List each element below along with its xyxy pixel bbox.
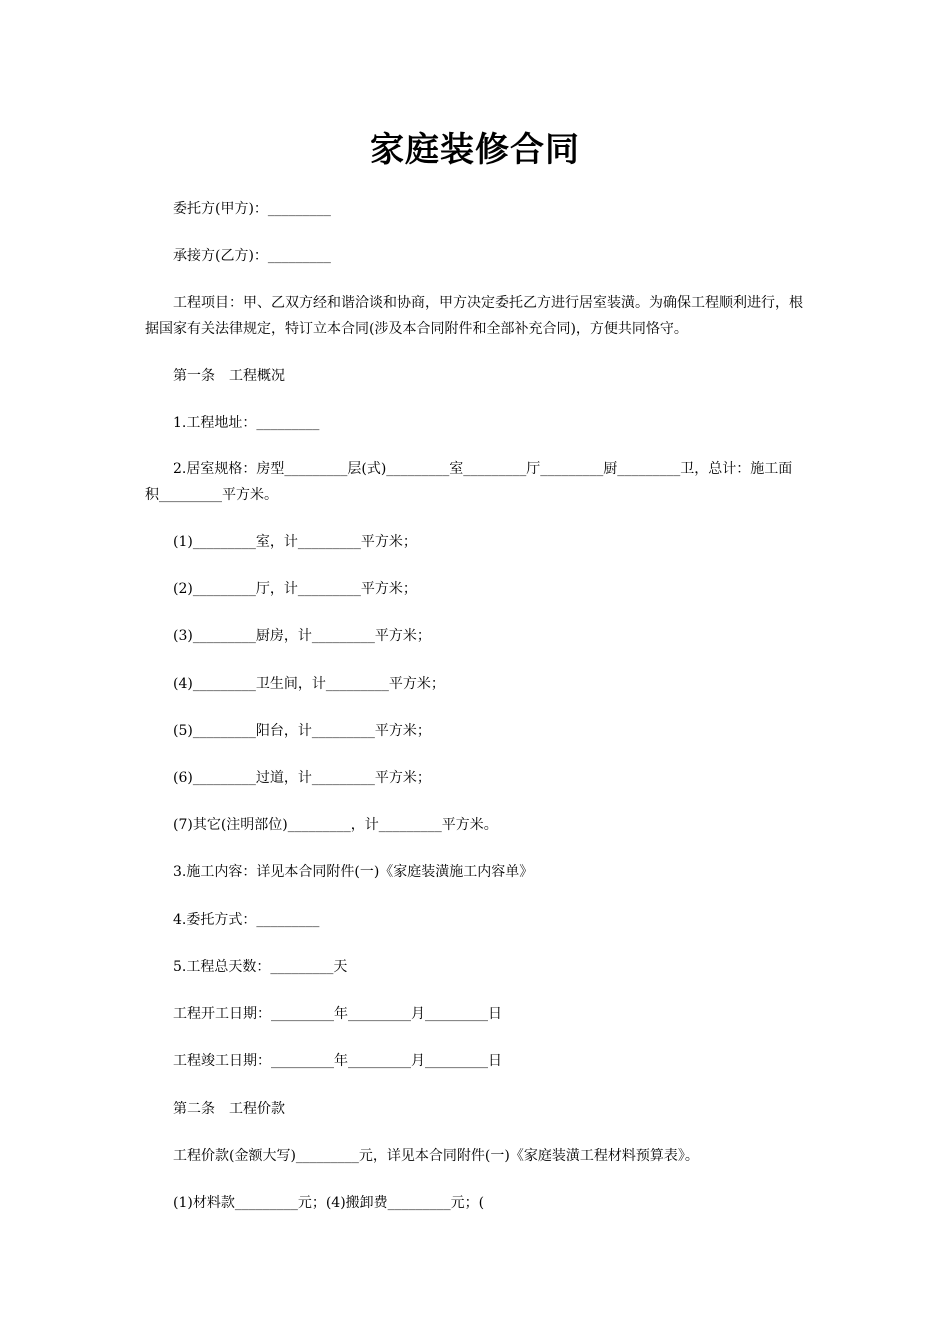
- end-date-line: 工程竣工日期：_________年_________月_________日: [173, 1053, 502, 1069]
- room-line-5: (5)_________阳台，计_________平方米；: [173, 723, 431, 739]
- room-line-2: (2)_________厅，计_________平方米；: [173, 581, 417, 597]
- room-line-7: (7)其它(注明部位)_________，计_________平方米。: [173, 817, 498, 833]
- room-line-1: (1)_________室，计_________平方米；: [173, 534, 417, 550]
- price-items-line: (1)材料款_________元；(4)搬卸费_________元；(: [173, 1195, 485, 1211]
- party-b-line: 承接方(乙方)：_________: [173, 248, 331, 264]
- price-line: 工程价款(金额大写)_________元，详见本合同附件(一)《家庭装潢工程材料预算表》。: [173, 1148, 699, 1164]
- address-line: 1.工程地址：_________: [173, 415, 320, 431]
- project-intro-paragraph: 工程项目：甲、乙双方经和谐洽谈和协商，甲方决定委托乙方进行居室装潢。为确保工程顺利进行，根据国家有关法律规定，特订立本合同(涉及本合同附件和全部补充合同)，方便共同恪守。: [145, 295, 803, 337]
- total-days-line: 5.工程总天数：_________天: [173, 959, 348, 975]
- commission-method-line: 4.委托方式：_________: [173, 912, 320, 928]
- room-line-4: (4)_________卫生间，计_________平方米；: [173, 676, 445, 692]
- room-spec-paragraph: 2.居室规格：房型_________层(式)_________室_________厅_________厨_________卫，总计：施工面积_________平方米。: [145, 461, 793, 503]
- document-title: 家庭装修合同: [370, 130, 580, 170]
- start-date-line: 工程开工日期：_________年_________月_________日: [173, 1006, 502, 1022]
- party-a-line: 委托方(甲方)：_________: [173, 201, 331, 217]
- room-line-3: (3)_________厨房，计_________平方米；: [173, 628, 431, 644]
- article-2-heading: 第二条 工程价款: [173, 1101, 285, 1117]
- room-line-6: (6)_________过道，计_________平方米；: [173, 770, 431, 786]
- work-content-line: 3.施工内容：详见本合同附件(一)《家庭装潢施工内容单》: [173, 864, 534, 880]
- article-1-heading: 第一条 工程概况: [173, 368, 285, 384]
